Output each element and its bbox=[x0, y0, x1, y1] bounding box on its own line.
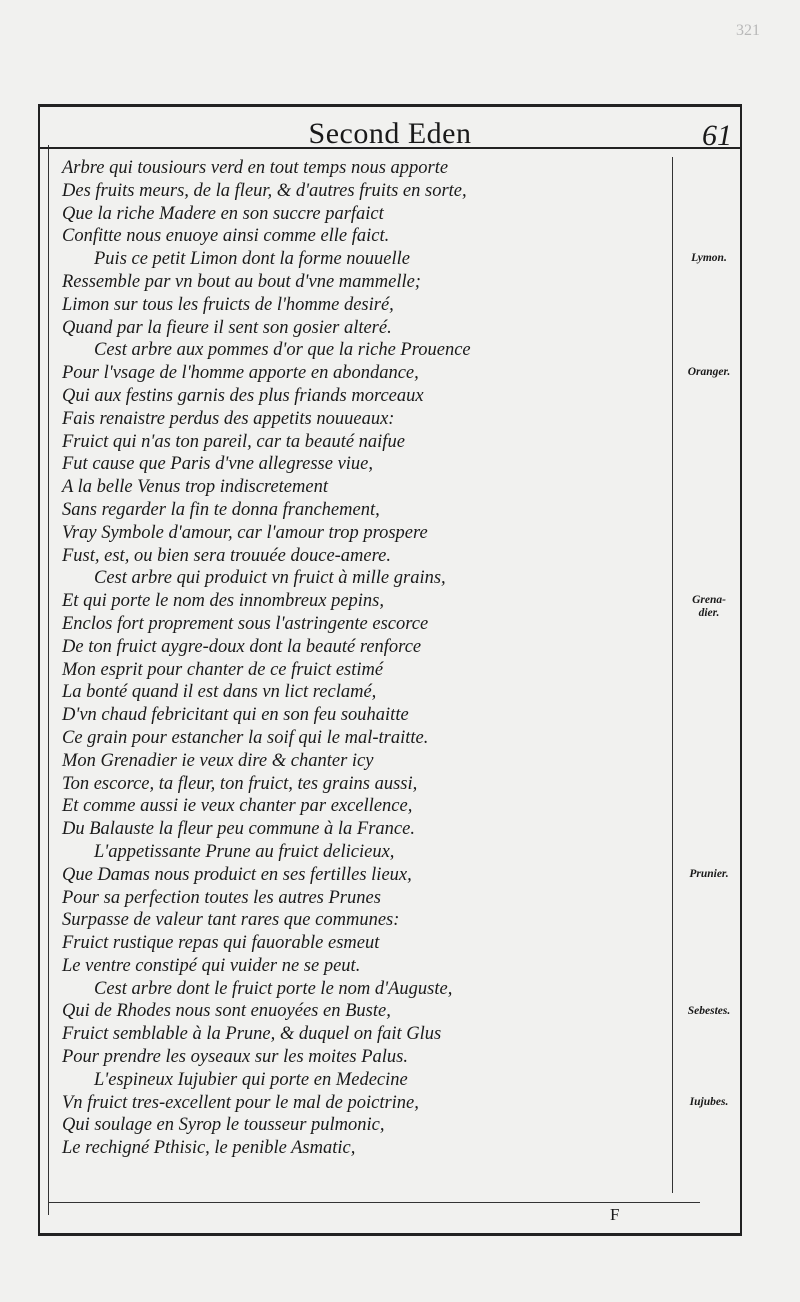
page-frame bbox=[38, 104, 742, 1236]
bottom-rule bbox=[48, 1202, 700, 1203]
marginal-note: Iujubes. bbox=[689, 1095, 729, 1108]
verse-line: Mon Grenadier ie veux dire & chanter icy bbox=[62, 750, 374, 771]
verse-line: Fut cause que Paris d'vne allegresse viue, bbox=[62, 454, 374, 475]
verse-line: A la belle Venus trop indiscretement bbox=[62, 477, 328, 498]
verse-column bbox=[62, 157, 673, 1193]
verse-line: Mon esprit pour chanter de ce fruict estimé bbox=[62, 659, 384, 680]
verse-line: Fruict qui n'as ton pareil, car ta beauté naifue bbox=[62, 431, 405, 452]
verse-line: Des fruits meurs, de la fleur, & d'autres fruits en sorte, bbox=[62, 180, 467, 201]
verse-line: La bonté quand il est dans vn lict reclamé, bbox=[62, 682, 377, 703]
marginal-note: Prunier. bbox=[689, 867, 729, 880]
verse-line: D'vn chaud febricitant qui en son feu souhaitte bbox=[62, 705, 409, 726]
verse-line: Sans regarder la fin te donna franchement, bbox=[62, 499, 380, 520]
verse-line: Enclos fort proprement sous l'astringente escorce bbox=[62, 613, 429, 634]
verse-line: Ce grain pour estancher la soif qui le mal-traitte. bbox=[62, 727, 429, 748]
marginal-note: Oranger. bbox=[687, 366, 731, 379]
verse-line: Et qui porte le nom des innombreux pepins, bbox=[62, 591, 384, 612]
verse-line: Fruict semblable à la Prune, & duquel on fait Glus bbox=[62, 1024, 442, 1045]
verse-line: Cest arbre aux pommes d'or que la riche Prouence bbox=[94, 340, 471, 361]
verse-line: Fais renaistre perdus des appetits nouueaux: bbox=[62, 408, 395, 429]
verse-line: Pour prendre les oyseaux sur les moites Palus. bbox=[62, 1047, 408, 1068]
running-head bbox=[40, 113, 740, 152]
marginal-note: Sebestes. bbox=[687, 1004, 731, 1017]
verse-line: Et comme aussi ie veux chanter par excellence, bbox=[62, 796, 413, 817]
verse-line: Confitte nous enuoye ainsi comme elle faict. bbox=[62, 226, 390, 247]
verse-line: Ton escorce, ta fleur, ton fruict, tes grains aussi, bbox=[62, 773, 418, 794]
marginal-note: Grena- dier. bbox=[692, 594, 726, 620]
verse-line: Vray Symbole d'amour, car l'amour trop prospere bbox=[62, 522, 428, 543]
verse-line: Arbre qui tousiours verd en tout temps nous apporte bbox=[62, 158, 449, 178]
verse-line: Limon sur tous les fruicts de l'homme desiré, bbox=[62, 294, 394, 315]
archive-page-number: 321 bbox=[736, 22, 760, 39]
verse-line: Vn fruict tres-excellent pour le mal de poictrine, bbox=[62, 1092, 419, 1113]
verse-block bbox=[62, 157, 672, 1160]
marginal-note: Lymon. bbox=[691, 252, 727, 265]
verse-line: Le ventre constipé qui vuider ne se peut. bbox=[62, 955, 361, 976]
verse-line: Fruict rustique repas qui fauorable esmeut bbox=[62, 933, 380, 954]
verse-line: Ressemble par vn bout au bout d'vne mammelle; bbox=[62, 271, 421, 292]
verse-line: Puis ce petit Limon dont la forme nouuelle bbox=[94, 249, 410, 270]
signature-mark: F bbox=[610, 1205, 620, 1224]
verse-line: Pour l'vsage de l'homme apporte en abondance, bbox=[62, 363, 419, 384]
verse-line: Que la riche Madere en son succre parfaict bbox=[62, 203, 384, 224]
verse-line: Pour sa perfection toutes les autres Prunes bbox=[62, 887, 381, 908]
page-number: 61 bbox=[702, 119, 732, 152]
verse-line: Fust, est, ou bien sera trouuée douce-amere. bbox=[62, 545, 391, 566]
verse-line: Cest arbre dont le fruict porte le nom d'Auguste, bbox=[94, 978, 453, 999]
verse-line: Du Balauste la fleur peu commune à la France. bbox=[62, 819, 415, 840]
verse-line: Surpasse de valeur tant rares que communes: bbox=[62, 910, 400, 931]
verse-line: Qui soulage en Syrop le tousseur pulmonic, bbox=[62, 1115, 385, 1136]
verse-line: Que Damas nous produict en ses fertilles lieux, bbox=[62, 864, 412, 885]
verse-line: Qui de Rhodes nous sont enuoyées en Buste, bbox=[62, 1001, 391, 1022]
verse-line: Le rechigné Pthisic, le penible Asmatic, bbox=[62, 1138, 356, 1159]
verse-line: Cest arbre qui produict vn fruict à mille grains, bbox=[94, 568, 446, 589]
verse-line: Quand par la fieure il sent son gosier alteré. bbox=[62, 317, 392, 338]
verse-line: L'espineux Iujubier qui porte en Medecine bbox=[94, 1069, 408, 1090]
verse-line: L'appetissante Prune au fruict delicieux, bbox=[94, 841, 395, 862]
page-title: Second Eden bbox=[308, 117, 472, 150]
verse-line: De ton fruict aygre-doux dont la beauté renforce bbox=[62, 636, 422, 657]
marginal-notes bbox=[680, 157, 738, 1193]
signature-line bbox=[40, 1205, 740, 1227]
verse-line: Qui aux festins garnis des plus friands morceaux bbox=[62, 385, 424, 406]
